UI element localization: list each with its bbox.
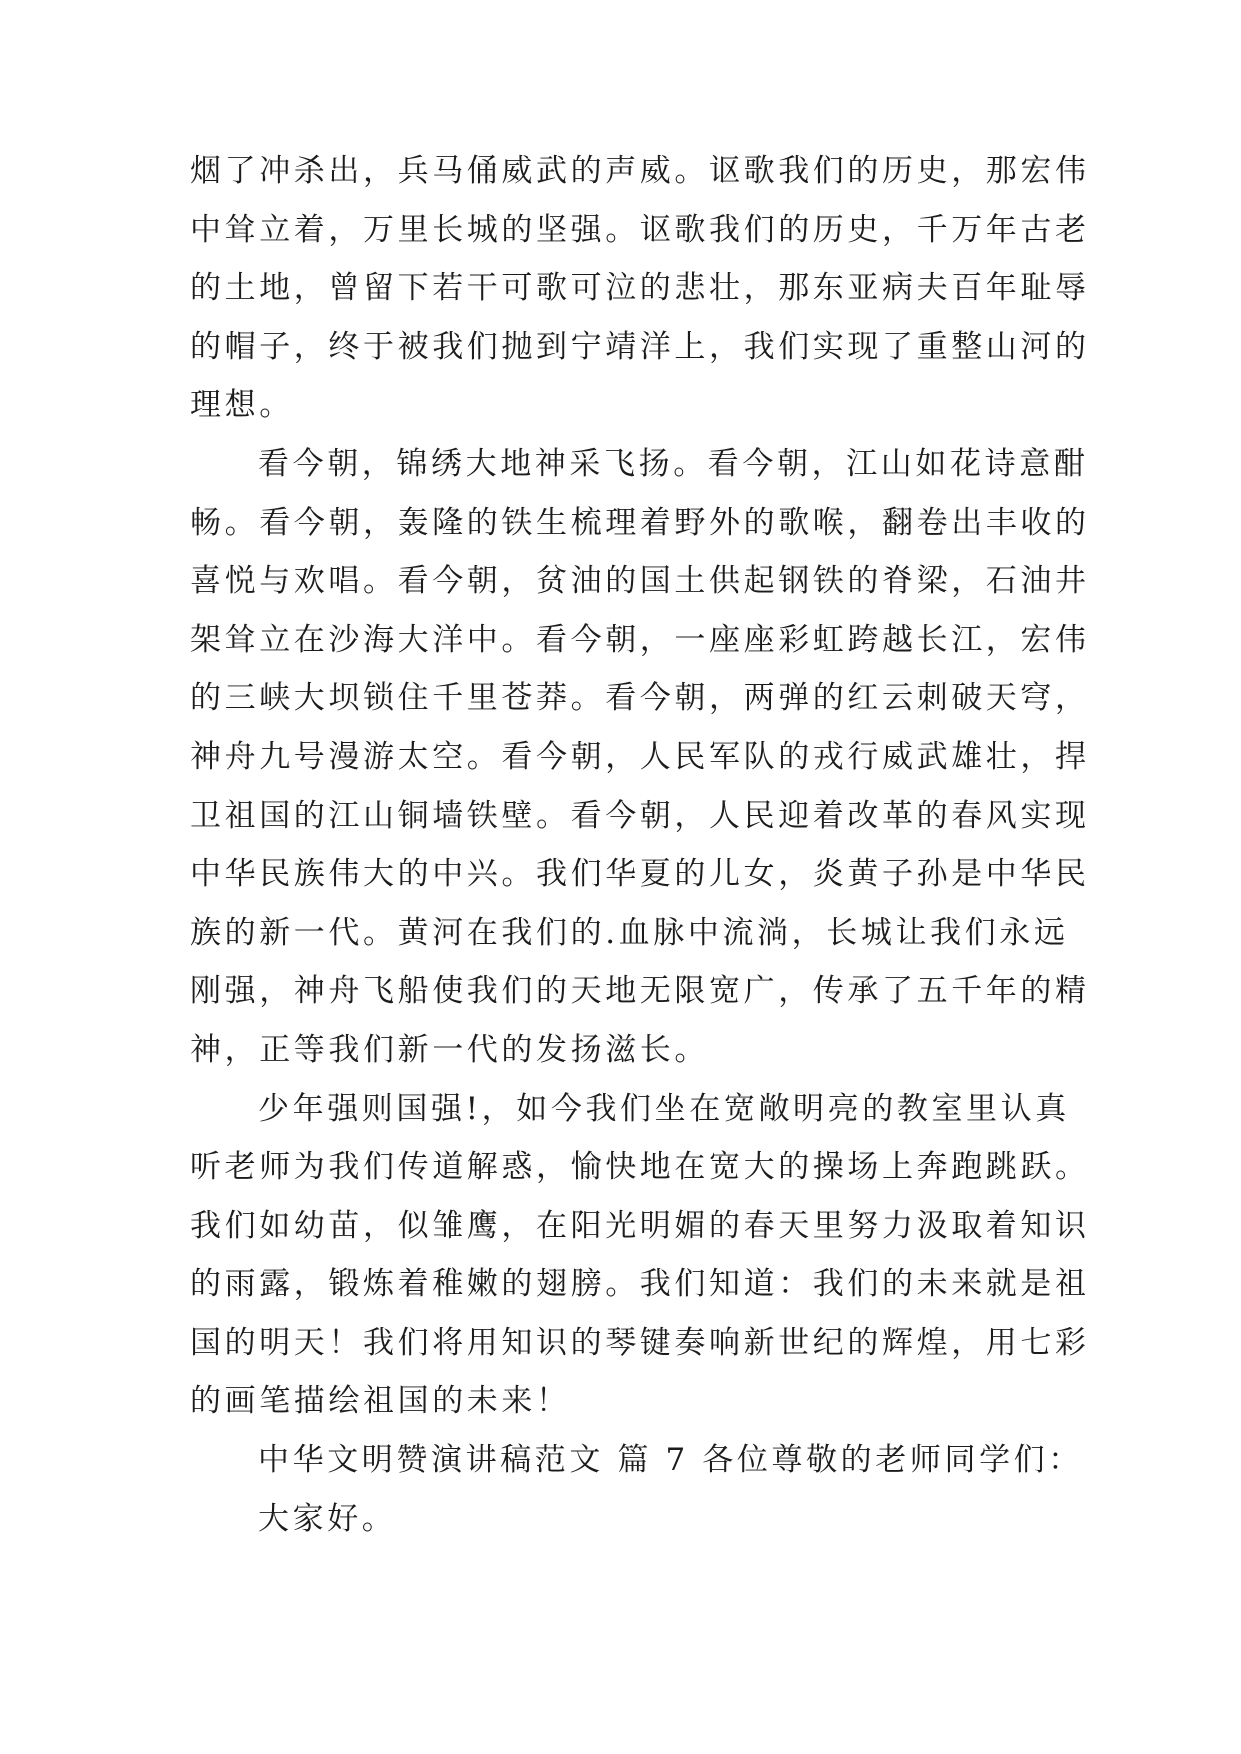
text-line: 烟了冲杀出，兵马俑威武的声威。讴歌我们的历史，那宏伟 [190, 153, 1090, 189]
text-line: 刚强，神舟飞船使我们的天地无限宽广，传承了五千年的精 [190, 973, 1090, 1010]
text-line: 族的新一代。黄河在我们的.血脉中流淌，长城让我们永远 [190, 914, 1069, 951]
text-line: 的雨露，锻炼着稚嫩的翅膀。我们知道：我们的未来就是祖 [190, 1266, 1090, 1303]
text-line: 中耸立着，万里长城的坚强。讴歌我们的历史，千万年古老 [190, 211, 1090, 248]
text-line: 我们如幼苗，似雏鹰，在阳光明媚的春天里努力汲取着知识 [190, 1207, 1090, 1244]
text-line: 架耸立在沙海大洋中。看今朝，一座座彩虹跨越长江，宏伟 [190, 621, 1090, 658]
body-text [190, 142, 1090, 1548]
text-line: 神舟九号漫游太空。看今朝，人民军队的戎行威武雄壮，捍 [190, 738, 1090, 775]
section-heading-line: 中华文明赞演讲稿范文 篇 7 各位尊敬的老师同学们： [258, 1442, 1083, 1479]
paragraph-first-line: 看今朝，锦绣大地神采飞扬。看今朝，江山如花诗意酣 [258, 445, 1089, 482]
text-line: 的画笔描绘祖国的未来！ [190, 1383, 571, 1420]
text-line: 神，正等我们新一代的发扬滋长。 [190, 1031, 709, 1068]
text-line: 畅。看今朝，轰隆的铁生梳理着野外的歌喉，翻卷出丰收的 [190, 504, 1090, 541]
text-line: 的土地，曾留下若干可歌可泣的悲壮，那东亚病夫百年耻辱 [190, 270, 1090, 307]
text-line: 的帽子，终于被我们抛到宁靖洋上，我们实现了重整山河的 [190, 328, 1090, 365]
text-line: 国的明天！我们将用知识的琴键奏响新世纪的辉煌，用七彩 [190, 1324, 1090, 1361]
greeting-line: 大家好。 [258, 1500, 397, 1537]
text-line: 听老师为我们传道解惑，愉快地在宽大的操场上奔跑跳跃。 [190, 1149, 1090, 1186]
text-line: 喜悦与欢唱。看今朝，贫油的国土供起钢铁的脊梁，石油井 [190, 563, 1090, 600]
text-line: 理想。 [190, 387, 294, 424]
text-line: 中华民族伟大的中兴。我们华夏的儿女，炎黄子孙是中华民 [190, 856, 1090, 893]
paragraph-first-line: 少年强则国强!，如今我们坐在宽敞明亮的教室里认真 [258, 1090, 1070, 1127]
text-line: 卫祖国的江山铜墙铁壁。看今朝，人民迎着改革的春风实现 [190, 797, 1090, 834]
text-line: 的三峡大坝锁住千里苍莽。看今朝，两弹的红云刺破天穹， [190, 680, 1090, 717]
